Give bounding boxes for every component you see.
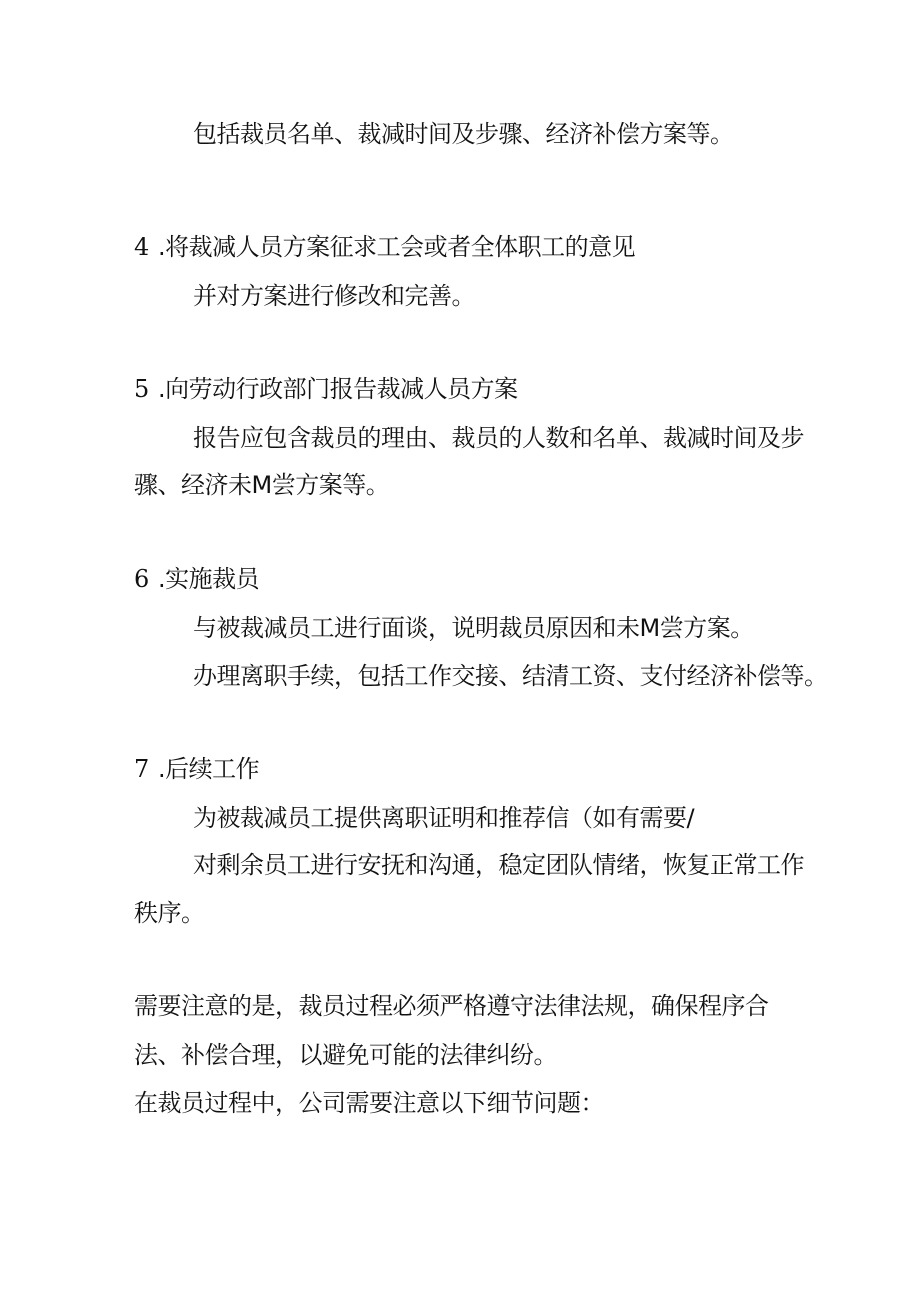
section-heading-6 xyxy=(134,567,259,591)
section-number: 6 xyxy=(134,565,149,593)
section-6-line-2: 办理离职手续，包括工作交接、结清工资、支付经济补偿等。 xyxy=(193,662,828,690)
section-7-line-1: 为被裁减员工提供离职证明和推荐信（如有需要/ xyxy=(193,804,695,832)
section-number: 4 xyxy=(134,233,149,261)
section-title: .向劳动行政部门报告裁减人员方案 xyxy=(158,375,518,403)
section-title: .将裁减人员方案征求工会或者全体职工的意见 xyxy=(158,233,636,261)
section-7-line-3: 秩序。 xyxy=(134,899,205,927)
section-heading-5 xyxy=(134,377,518,401)
section-number: 5 xyxy=(134,375,149,403)
closing-line-1: 需要注意的是，裁员过程必须严格遵守法律法规，确保程序合 xyxy=(134,992,769,1020)
intro-line: 包括裁员名单、裁减时间及步骤、经济补偿方案等。 xyxy=(193,120,734,148)
closing-line-2: 法、补偿合理，以避免可能的法律纠纷。 xyxy=(134,1041,557,1069)
section-5-line-2: 骤、经济未M尝方案等。 xyxy=(134,471,390,499)
section-6-line-1: 与被裁减员工进行面谈，说明裁员原因和未M尝方案。 xyxy=(193,614,754,642)
closing-line-3: 在裁员过程中，公司需要注意以下细节问题： xyxy=(134,1089,604,1117)
section-heading-4 xyxy=(134,235,635,259)
section-title: .实施裁员 xyxy=(158,565,260,593)
section-number: 7 xyxy=(134,755,149,783)
section-title: .后续工作 xyxy=(158,755,260,783)
section-4-line-1: 并对方案进行修改和完善。 xyxy=(193,282,475,310)
section-7-line-2: 对剩余员工进行安抚和沟通，稳定团队情绪，恢复正常工作 xyxy=(193,851,804,879)
section-heading-7 xyxy=(134,757,259,781)
section-5-line-1: 报告应包含裁员的理由、裁员的人数和名单、裁减时间及步 xyxy=(193,424,804,452)
